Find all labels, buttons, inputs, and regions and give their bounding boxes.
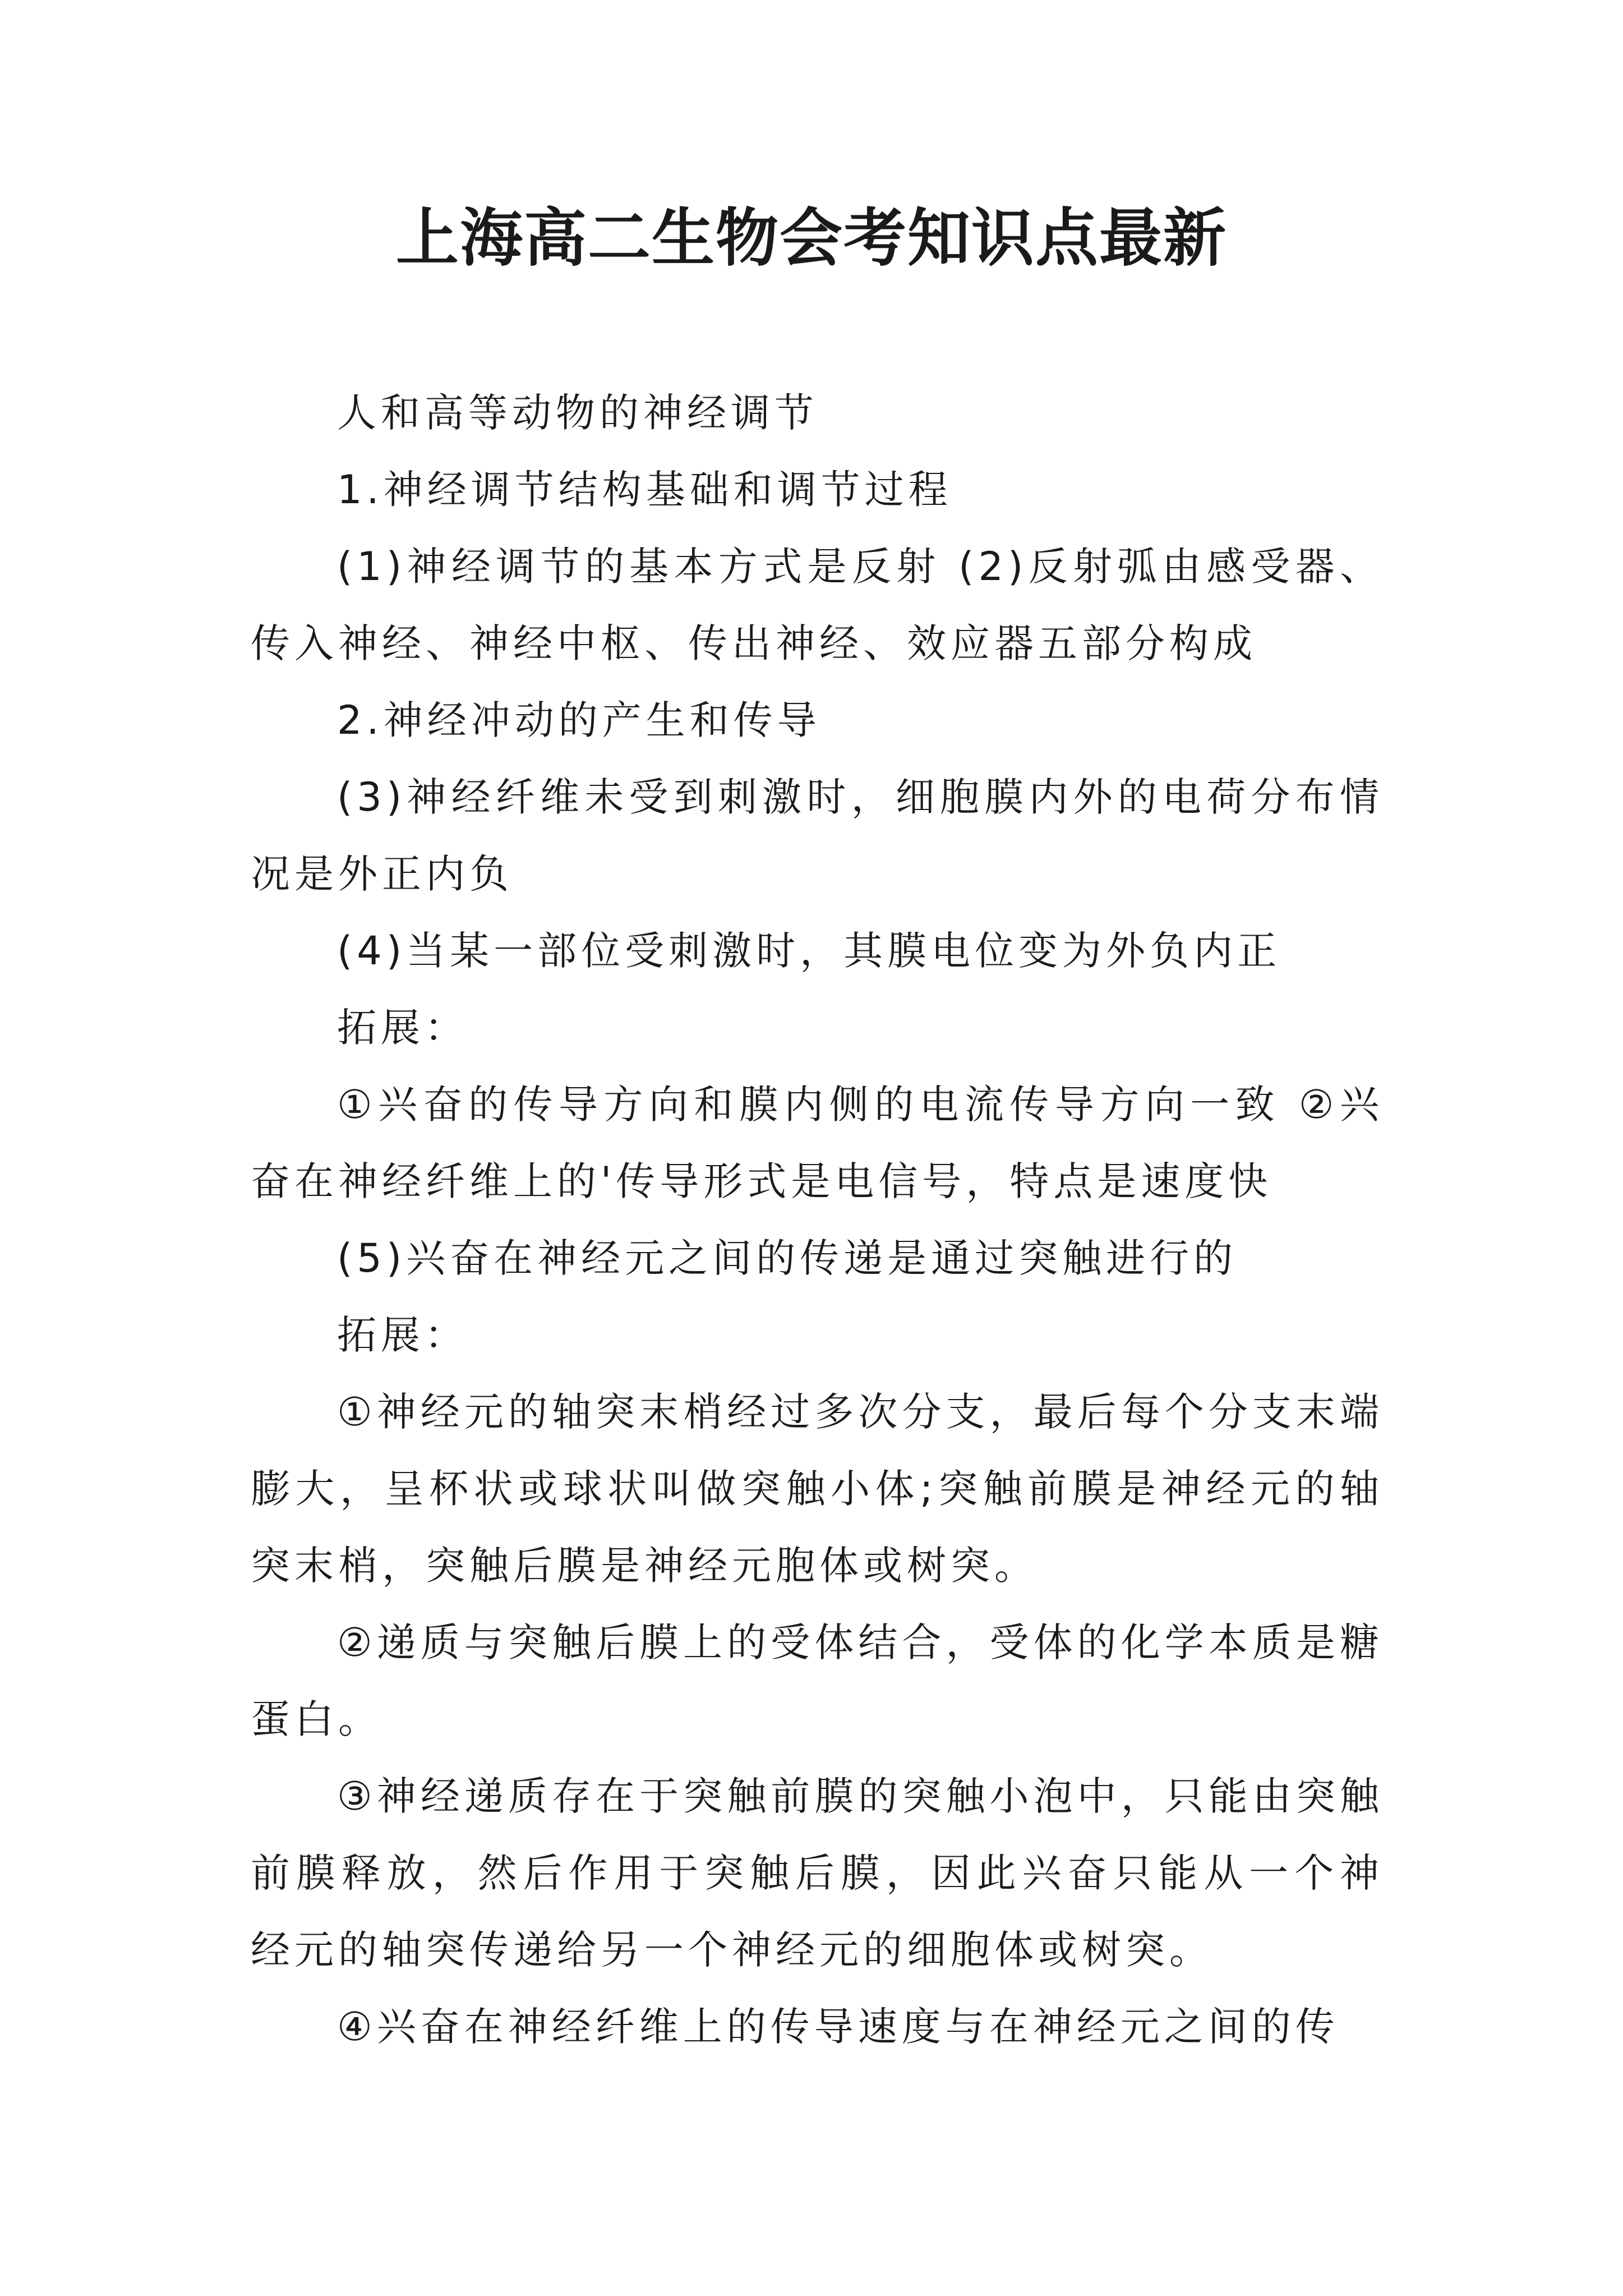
paragraph: ①神经元的轴突末梢经过多次分支，最后每个分支末端膨大，呈杯状或球状叫做突触小体;突触前膜是神经元的轴突末梢，突触后膜是神经元胞体或树突。 <box>251 1389 1384 1589</box>
paragraph: 人和高等动物的神经调节 <box>337 390 818 436</box>
paragraph: (3)神经纤维未受到刺激时，细胞膜内外的电荷分布情况是外正内负 <box>251 774 1384 897</box>
document-body <box>251 375 1384 2065</box>
paragraph: ④兴奋在神经纤维上的传导速度与在神经元之间的传 <box>337 2004 1339 2050</box>
paragraph: ③神经递质存在于突触前膜的突触小泡中，只能由突触前膜释放，然后作用于突触后膜，因此兴奋只能从一个神经元的轴突传递给另一个神经元的细胞体或树突。 <box>251 1773 1384 1973</box>
document-title: 上海高二生物会考知识点最新 <box>396 201 1227 275</box>
paragraph: 拓展： <box>337 1312 468 1358</box>
paragraph: 1.神经调节结构基础和调节过程 <box>337 467 952 513</box>
paragraph: ②递质与突触后膜上的受体结合，受体的化学本质是糖蛋白。 <box>251 1619 1384 1742</box>
paragraph: 2.神经冲动的产生和传导 <box>337 697 821 743</box>
paragraph: (4)当某一部位受刺激时，其膜电位变为外负内正 <box>337 928 1281 974</box>
paragraph: 拓展： <box>337 1005 468 1051</box>
paragraph: ①兴奋的传导方向和膜内侧的电流传导方向一致 ②兴奋在神经纤维上的'传导形式是电信号，特点是速度快 <box>251 1082 1384 1204</box>
paragraph: (5)兴奋在神经元之间的传递是通过突触进行的 <box>337 1235 1238 1281</box>
paragraph: (1)神经调节的基本方式是反射 (2)反射弧由感受器、传入神经、神经中枢、传出神经、效应器五部分构成 <box>251 544 1384 666</box>
